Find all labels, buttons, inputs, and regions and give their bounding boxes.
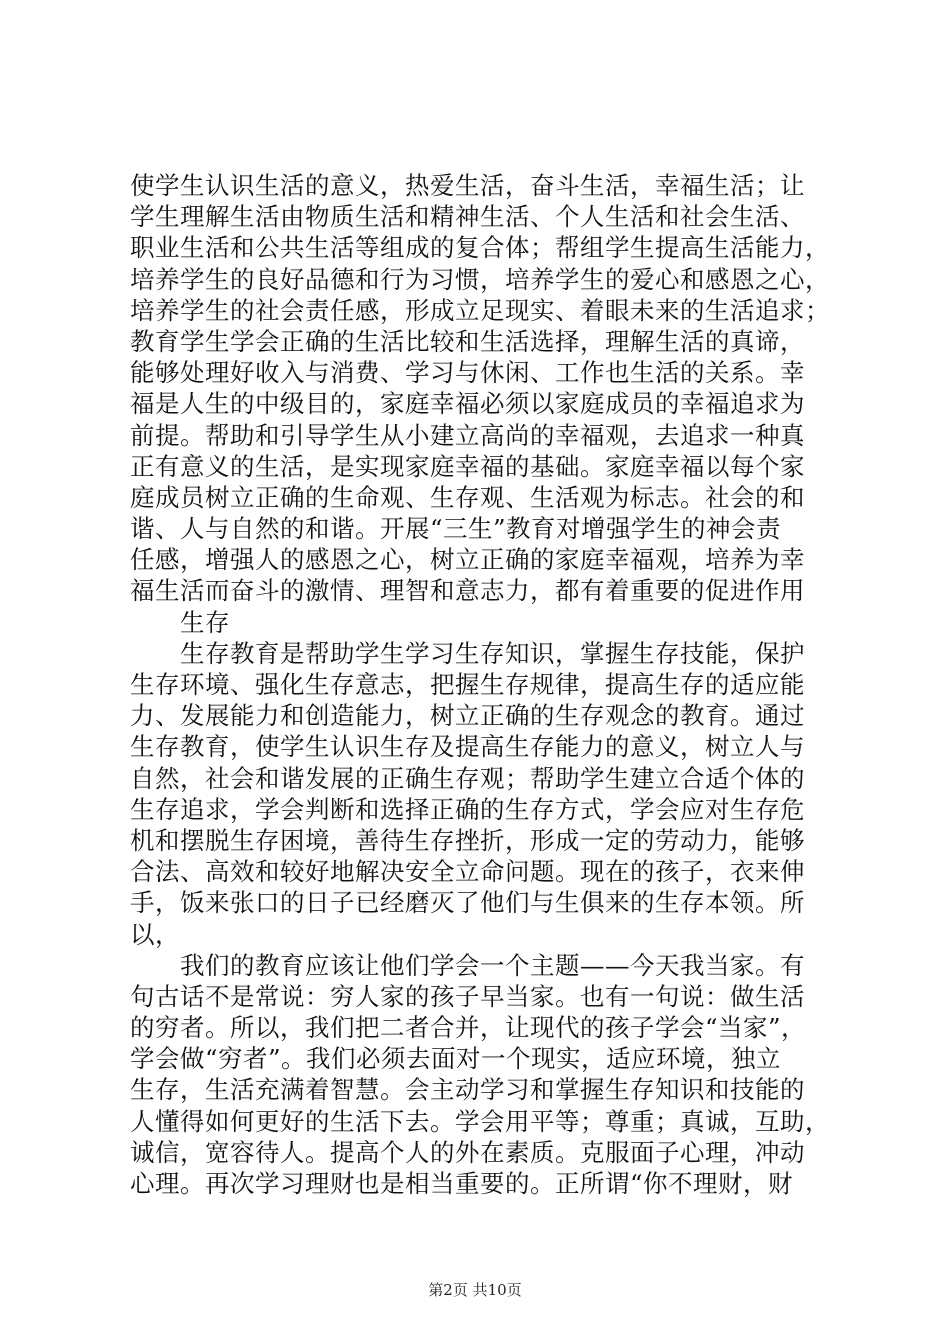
text-line: 培养学生的社会责任感，形成立足现实、着眼未来的生活追求； (130, 295, 830, 325)
text-line: 以， (130, 919, 180, 949)
text-line: 机和摆脱生存困境，善待生存挫折，形成一定的劳动力，能够 (130, 825, 805, 855)
text-line: 谐、人与自然的和谐。开展“三生”教育对增强学生的神会责 (130, 514, 782, 544)
text-line: 我们的教育应该让他们学会一个主题——今天我当家。有 (180, 950, 805, 980)
text-line: 职业生活和公共生活等组成的复合体；帮组学生提高生活能力， (130, 233, 830, 263)
text-line: 培养学生的良好品德和行为习惯，培养学生的爱心和感恩之心， (130, 264, 830, 294)
text-line: 生存教育是帮助学生学习生存知识，掌握生存技能，保护 (180, 638, 805, 668)
text-line: 诚信，宽容待人。提高个人的外在素质。克服面子心理，冲动 (130, 1137, 805, 1167)
text-line: 教育学生学会正确的生活比较和生活选择，理解生活的真谛， (130, 326, 805, 356)
document-body (130, 170, 830, 1199)
text-line: 合法、高效和较好地解决安全立命问题。现在的孩子，衣来伸 (130, 857, 805, 887)
text-line: 能够处理好收入与消费、学习与休闲、工作也生活的关系。幸 (130, 358, 805, 388)
text-line: 自然，社会和谐发展的正确生存观；帮助学生建立合适个体的 (130, 763, 805, 793)
page-footer: 第2页 共10页 (428, 1281, 522, 1299)
text-line: 生存 (180, 607, 230, 637)
text-line: 生存教育，使学生认识生存及提高生存能力的意义，树立人与 (130, 732, 805, 762)
text-line: 心理。再次学习理财也是相当重要的。正所谓“你不理财，财 (130, 1169, 794, 1198)
text-line: 生存，生活充满着智慧。会主动学习和掌握生存知识和技能的 (130, 1075, 805, 1105)
text-line: 前提。帮助和引导学生从小建立高尚的幸福观，去追求一种真 (130, 420, 805, 450)
text-line: 句古话不是常说：穷人家的孩子早当家。也有一句说：做生活 (130, 981, 805, 1011)
text-line: 学生理解生活由物质生活和精神生活、个人生活和社会生活、 (130, 202, 805, 232)
text-line: 的穷者。所以，我们把二者合并，让现代的孩子学会“当家”， (130, 1013, 807, 1043)
text-line: 人懂得如何更好的生活下去。学会用平等；尊重；真诚，互助， (130, 1106, 830, 1136)
text-line: 庭成员树立正确的生命观、生存观、生活观为标志。社会的和 (130, 482, 805, 512)
text-line: 生存环境、强化生存意志，把握生存规律，提高生存的适应能 (130, 670, 805, 699)
text-line: 福是人生的中级目的，家庭幸福必须以家庭成员的幸福追求为 (130, 389, 805, 419)
text-line: 手，饭来张口的日子已经磨灭了他们与生俱来的生存本领。所 (130, 888, 805, 918)
text-line: 使学生认识生活的意义，热爱生活，奋斗生活，幸福生活；让 (130, 171, 805, 200)
text-line: 任感，增强人的感恩之心，树立正确的家庭幸福观，培养为幸 (130, 545, 805, 575)
text-line: 学会做“穷者”。我们必须去面对一个现实，适应环境，独立 (130, 1044, 782, 1074)
text-line: 正有意义的生活，是实现家庭幸福的基础。家庭幸福以每个家 (130, 451, 805, 481)
text-line: 力、发展能力和创造能力，树立正确的生存观念的教育。通过 (130, 701, 805, 731)
text-line: 福生活而奋斗的激情、理智和意志力，都有着重要的促进作用 (130, 576, 805, 606)
text-line: 生存追求，学会判断和选择正确的生存方式，学会应对生存危 (130, 794, 805, 824)
